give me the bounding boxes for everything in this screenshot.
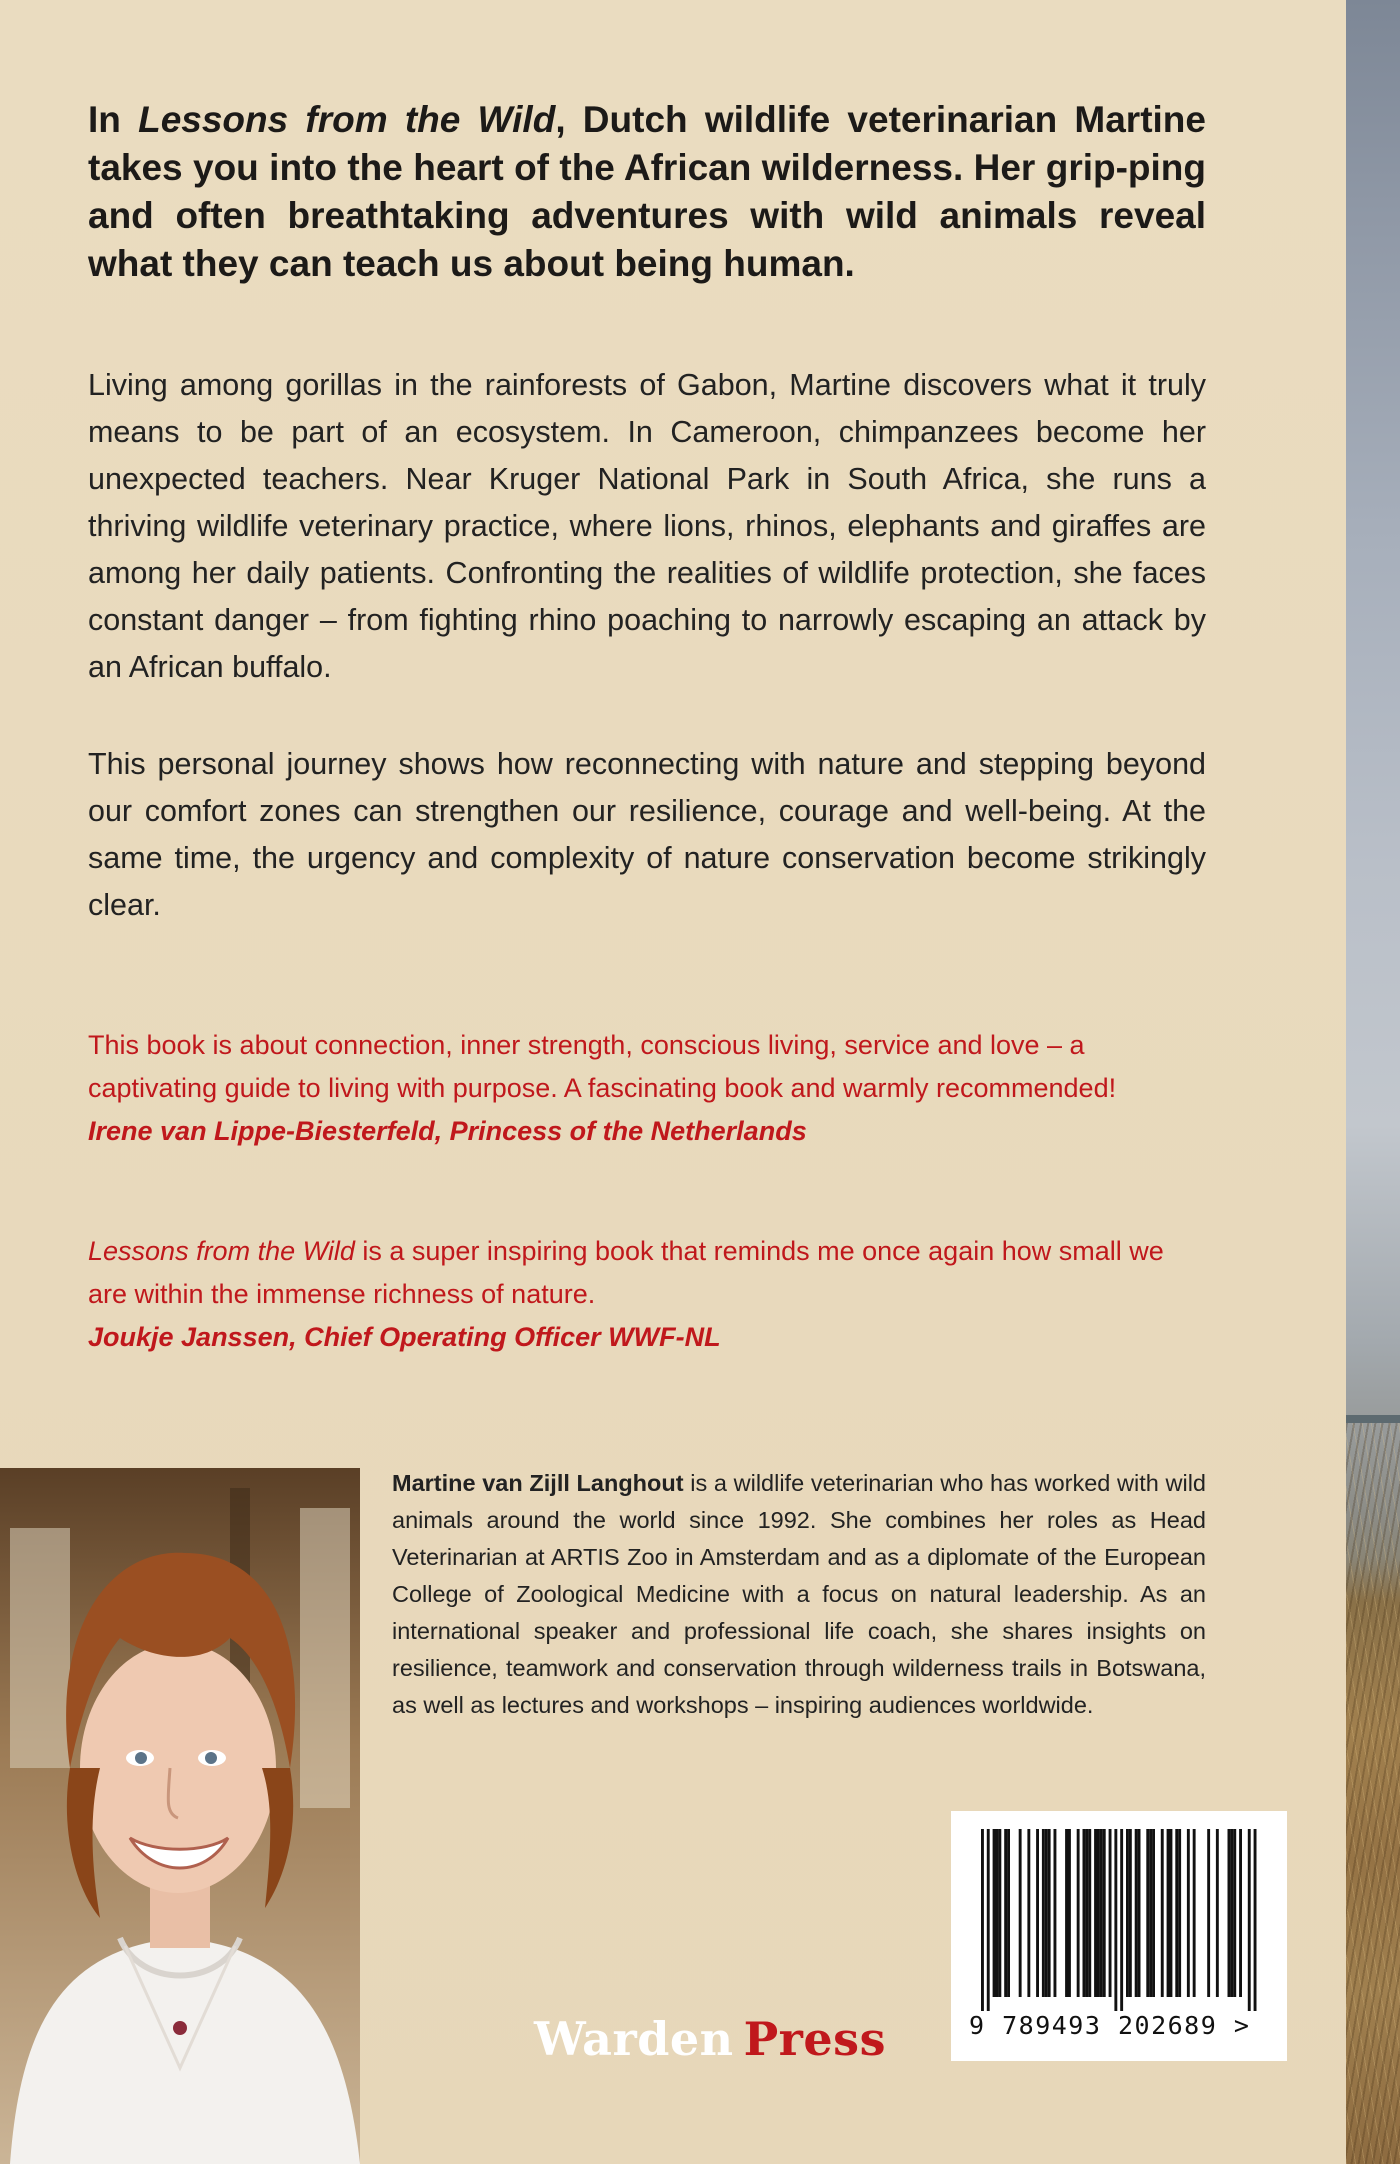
lead-book-title: Lessons from the Wild xyxy=(138,99,556,140)
barcode-bar xyxy=(1100,1829,1103,1997)
endorsement-quote-1 xyxy=(88,1024,1206,1153)
barcode-bar xyxy=(1146,1829,1149,1997)
barcode-bar xyxy=(1019,1829,1022,1997)
barcode-bar xyxy=(1042,1829,1045,1997)
author-photo xyxy=(0,1468,360,2164)
barcode-bar xyxy=(1068,1829,1071,1997)
barcode-bar xyxy=(1103,1829,1106,1997)
barcode-bar xyxy=(1004,1829,1007,1997)
barcode-bar xyxy=(981,1829,984,2011)
barcode-bar xyxy=(1007,1829,1010,1997)
quote-attribution: Irene van Lippe-Biesterfeld, Princess of the Netherlands xyxy=(88,1116,807,1146)
endorsement-quote-2 xyxy=(88,1230,1206,1359)
barcode-bar xyxy=(1193,1829,1196,1997)
barcode-bar xyxy=(1239,1829,1242,1997)
barcode-bars xyxy=(951,1811,1287,2011)
barcode-bar xyxy=(1152,1829,1155,1997)
barcode-bar xyxy=(1045,1829,1048,1997)
quote-book-title: Lessons from the Wild xyxy=(88,1236,355,1266)
barcode-bar xyxy=(1077,1829,1080,1997)
author-bio xyxy=(392,1465,1206,1724)
barcode-bar xyxy=(1233,1829,1236,1997)
barcode-bar xyxy=(1254,1829,1257,2011)
lead-rest: , Dutch wildlife veterinarian Martine takes you into the heart of the African wilderness. Her grip-ping and often breathtaking adventures with wild animals reveal what they can teach us about being human. xyxy=(88,99,1206,284)
barcode-bar xyxy=(1207,1829,1210,1997)
barcode-bar xyxy=(1178,1829,1181,1997)
isbn-number: 9 789493 202689 > xyxy=(969,2011,1251,2040)
barcode-bar xyxy=(1088,1829,1091,1997)
author-portrait-illustration xyxy=(0,1468,360,2164)
barcode-bar xyxy=(1161,1829,1164,1997)
barcode-bar xyxy=(1126,1829,1129,1997)
horizon-line xyxy=(1346,1415,1400,1423)
barcode-bar xyxy=(1114,1829,1117,2011)
landscape-photo-strip xyxy=(1346,0,1400,2164)
barcode-bar xyxy=(1036,1829,1039,1997)
barcode-bar xyxy=(1228,1829,1231,1997)
quote-attribution: Joukje Janssen, Chief Operating Officer WWF-NL xyxy=(88,1322,721,1352)
barcode-bar xyxy=(1120,1829,1123,2011)
barcode-bar xyxy=(1170,1829,1173,1997)
barcode-bar xyxy=(987,1829,990,2011)
body-paragraph-1: Living among gorillas in the rainforests of Gabon, Martine discovers what it truly means to be part of an ecosystem. In Cameroon, chimpanzees become her unexpected teachers. Near Kruger National Park in South Africa, she runs a thriving wildlife veterinary practice, where lions, rhinos, elephants and giraffes are among her daily patients. Confronting the realities of wildlife protection, she faces constant danger – from fighting rhino poaching to narrowly escaping an attack by an African buffalo. xyxy=(88,368,1206,684)
barcode-bar xyxy=(1187,1829,1190,1997)
barcode-bar xyxy=(1027,1829,1030,1997)
quote-text: This book is about connection, inner strength, conscious living, service and love – a captivating guide to living with purpose. A fascinating book and warmly recommended! xyxy=(88,1030,1117,1103)
barcode-bar xyxy=(1054,1829,1057,1997)
barcode-bar xyxy=(1216,1829,1219,1997)
barcode-bar xyxy=(1065,1829,1068,1997)
publisher-logo xyxy=(534,2012,886,2066)
body-paragraph-2: This personal journey shows how reconnecting with nature and stepping beyond our comfort zones can strengthen our resilience, courage and well-being. At the same time, the urgency and complexity of nature conservation become strikingly clear. xyxy=(88,747,1206,922)
author-name: Martine van Zijll Langhout xyxy=(392,1470,684,1496)
barcode-bar xyxy=(1129,1829,1132,1997)
barcode-bar xyxy=(1083,1829,1086,1997)
barcode-bar xyxy=(1175,1829,1178,1997)
author-bio-text: is a wildlife veterinarian who has worked with wild animals around the world since 1992. She combines her roles as Head Veterinarian at ARTIS Zoo in Amsterdam and as a diplomate of the European College of Zoological Medicine with a focus on natural leadership. As an international speaker and professional life coach, she shares insights on resilience, teamwork and conservation through wilderness trails in Botswana, as well as lectures and workshops – inspiring audiences worldwide. xyxy=(392,1470,1206,1718)
publisher-name-part-1: Warden xyxy=(534,2012,734,2066)
barcode-bar xyxy=(1109,1829,1112,1997)
barcode-bar xyxy=(1248,1829,1251,2011)
publisher-name-part-2: Press xyxy=(743,2012,886,2066)
barcode-bar xyxy=(1167,1829,1170,1997)
barcode-bar xyxy=(1097,1829,1100,1997)
barcode-bar xyxy=(1048,1829,1051,1997)
isbn-barcode xyxy=(951,1811,1287,2061)
barcode-bar xyxy=(996,1829,999,1997)
barcode-bar xyxy=(1138,1829,1141,1997)
lead-paragraph xyxy=(88,96,1206,288)
barcode-bar xyxy=(993,1829,996,1997)
lead-prefix: In xyxy=(88,99,139,140)
quote-text: is a super inspiring book that reminds me once again how small we are within the immense richness of nature. xyxy=(88,1236,1164,1309)
grass-field xyxy=(1346,1423,1400,2164)
barcode-bar xyxy=(1094,1829,1097,1997)
barcode-bar xyxy=(1135,1829,1138,1997)
barcode-bar xyxy=(1085,1829,1088,1997)
barcode-bar xyxy=(998,1829,1001,1997)
barcode-bar xyxy=(1230,1829,1233,1997)
barcode-bar xyxy=(1149,1829,1152,1997)
